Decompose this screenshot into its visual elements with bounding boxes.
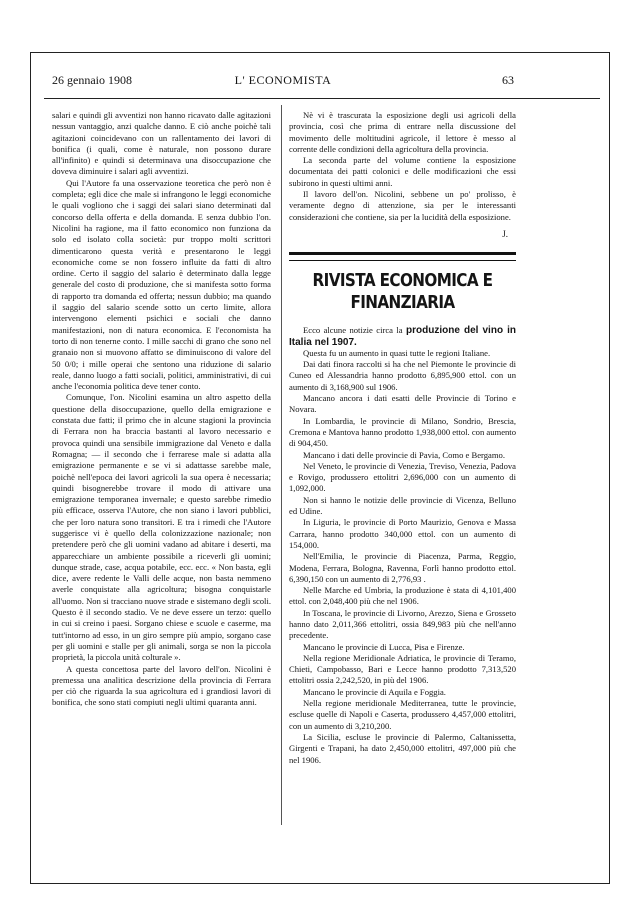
news-paragraph: Nella regione Meridionale Adriatica, le provincie di Teramo, Chieti, Campobasso, Bari e Lecce hanno prodotto 7,313,520 ettolitri ossia 2,242,520, in più del 1906.	[289, 652, 516, 686]
journal-title: L' ECONOMISTA	[234, 73, 332, 87]
header-rule	[44, 98, 600, 99]
section-title: RIVISTA ECONOMICA E FINANZIARIA	[312, 270, 493, 313]
news-paragraph: In Liguria, le provincie di Porto Maurizio, Genova e Massa Carrara, hanno prodotto 340,000 ettol. con un aumento di 154,000.	[289, 517, 516, 550]
news-paragraph: In Lombardia, le provincie di Milano, Sondrio, Brescia, Cremona e Mantova hanno prodotto 1,938,000 ettol. con aumento di 904,450.	[289, 415, 516, 449]
left-paragraph: A questa concettosa parte del lavoro dell'on. Nicolini è premessa una analitica descrizione della provincia di Ferrara per ciò che riguarda la sua agricoltura ed i grandiosi lavori di bonifica, che sono stati compiuti negli ultimi quaranta anni.	[52, 663, 271, 708]
news-paragraph: La Sicilia, escluse le provincie di Palermo, Caltanissetta, Girgenti e Trapani, ha dato 2,450,000 ettolitri, 497,000 più che nel 1906.	[289, 731, 516, 765]
lead-paragraph	[289, 325, 516, 348]
news-paragraph: Mancano ancora i dati esatti delle Provincie di Torino e Novara.	[289, 393, 516, 415]
news-paragraph: Questa fu un aumento in quasi tutte le regioni Italiane.	[303, 347, 491, 358]
page-number: 63	[502, 73, 514, 87]
running-header	[52, 72, 514, 88]
news-paragraph: Nel Veneto, le provincie di Venezia, Treviso, Venezia, Padova e Rovigo, produssero ettolitri 2,696,000 con un aumento di 1,092,000.	[289, 460, 516, 494]
left-column	[52, 110, 271, 709]
lead-prefix: Ecco alcune notizie circa la	[303, 325, 403, 336]
right-paragraph: La seconda parte del volume contiene la esposizione documentata dei patti colonici e delle modificazioni che essi subirono in questi ultimi anni.	[289, 155, 516, 188]
news-paragraph: Mancano i dati delle provincie di Pavia, Como e Bergamo.	[303, 449, 505, 460]
news-paragraph: Non si hanno le notizie delle provincie di Vicenza, Belluno ed Udine.	[289, 494, 516, 517]
news-paragraph: In Toscana, le provincie di Livorno, Arezzo, Siena e Grosseto hanno dato 2,011,366 ettolitri, ossia 849,983 più che nell'anno precedente.	[289, 607, 516, 641]
section-separator	[289, 252, 516, 261]
lead-bold: produzione del vino in Italia nel 1907.	[289, 325, 516, 348]
author-signature: J.	[502, 228, 508, 239]
right-column	[289, 110, 516, 766]
news-paragraph: Nelle Marche ed Umbria, la produzione è stata di 4,101,400 ettol. con 2,048,400 più che nel 1906.	[289, 585, 516, 607]
column-divider	[281, 105, 282, 825]
news-paragraph: Nella regione meridionale Mediterranea, tutte le provincie, escluse quelle di Napoli e Caserta, produssero 4,457,000 ettolitri, con un aumento di 3,210,200.	[289, 698, 516, 731]
header-date: 26 gennaio 1908	[52, 73, 132, 87]
left-paragraph: salari e quindi gli avventizi non hanno ricavato dalle agitazioni nessun vantaggio, anzi qualche danno. E ciò anche poichè tali agitazioni coincidevano con un rallentamento dei lavori di bonifica (i quali, come è naturale, non possono durare all'infinito) e quindi si determinava una disoccupazione che doveva diminuire i salari agli avventizi.	[52, 110, 271, 177]
news-paragraph: Mancano le provincie di Lucca, Pisa e Firenze.	[303, 641, 465, 652]
left-paragraph: Comunque, l'on. Nicolini esamina un altro aspetto della questione della disoccupazione, quello della emigrazione e constata due fatti; il primo che in alcune stagioni la provincia di Ferrara non ha braccia bastanti al lavoro necessario e provoca quindi una sensibile immigrazione dal Veneto e dalla Romagna; — il secondo che i ferrarese male si adatta alla emigrazione permanente e se vi si adattasse sarebbe male, poichè nell'epoca dei lavori agricoli la sua opera è necessaria; quindi bisognerebbe trovare il modo di attivare una emigrazione temporanea invernale; e questo sarebbe rimedio più efficace, osserva l'Autore, che non siano i lavori pubblici, che per loro natura sono transitori. E tra i rimedi che l'Autore suggerisce vi è quello della colonizzazione nazionale; non pretendere però che gli uomini vadano ad abitare i deserti, ma apparecchiare un ambiente possibile a riceverli gli uomini; dunque strade, case, acqua potabile, ecc. ecc. « Non basta, egli dice, avere redente le Valli delle acque, non basta nemmeno averle conquistate alla agricoltura; bisogna conquistarle all'uomo. Non si tracciano nuove strade e sistemano degli scoli. Questo è il secondo stadio. Ve ne deve essere un terzo: quello in cui si creino i paesi. Sorgano chiese e scuole e caserme, ma tutt'intorno ad esso, in un giro sempre più ampio, sorgano case per gli uomini e stalle per gli animali, sorga se non la piccola proprietà, la piccola unità colturale ».	[52, 392, 271, 663]
news-paragraph: Mancano le provincie di Aquila e Foggia.	[303, 686, 446, 697]
right-paragraph: Il lavoro dell'on. Nicolini, sebbene un po' prolisso, è veramente degno di attenzione, sia per le interessanti considerazioni che contiene, sia per la lucidità della esposizione.	[289, 189, 516, 222]
news-paragraph: Dai dati finora raccolti si ha che nel Piemonte le provincie di Cuneo ed Alessandria hanno prodotto 6,895,900 ettol. con un aumento di 3,168,900 sul 1906.	[289, 359, 516, 392]
right-paragraph: Nè vi è trascurata la esposizione degli usi agricoli della provincia, così che prima di entrare nella discussione del movimento delle moltitudini agricole, il lettore è messo al corrente delle condizioni della agricoltura della provincia.	[289, 110, 516, 154]
left-paragraph: Qui l'Autore fa una osservazione teoretica che però non è completa; egli dice che male si infrangono le leggi economiche le quali vogliono che i saggi dei salari siano determinati dal concorso della offerta e della domanda. E senza dubbio l'on. Nicolini ha ragione, ma il fatto economico non funziona da solo ed isolato colla società: pur troppo molti scrittori dimenticarono questa verità e presentarono le leggi economiche come se non fossero influite da fatti di altro ordine. Certo il saggio del salario è determinato dalla legge generale del costo di produzione, che si manifesta sotto forma di rapporto tra domanda ed offerta; nessun dubbio; ma quando il saggio del salario scende sotto un certo limite, allora intervengono elementi psichici e sociali che danno manifestazioni, non di natura economica. E l'economista ha torto di non tenerne conto. I mille sacchi di grano che sono nel granaio non si muovono affatto se diminuiscono di valore del 50 0/0; i mille operai che sentono una riduzione di salario reale, danno luogo a fatti sociali, politici, amministrativi, di cui anche l'economia politica deve tener conto.	[52, 177, 271, 392]
news-paragraph: Nell'Emilia, le provincie di Piacenza, Parma, Reggio, Modena, Ferrara, Bologna, Ravenna, Forlì hanno prodotto ettol. 6,390,150 con un aumento di 2,776,93 .	[289, 551, 516, 584]
